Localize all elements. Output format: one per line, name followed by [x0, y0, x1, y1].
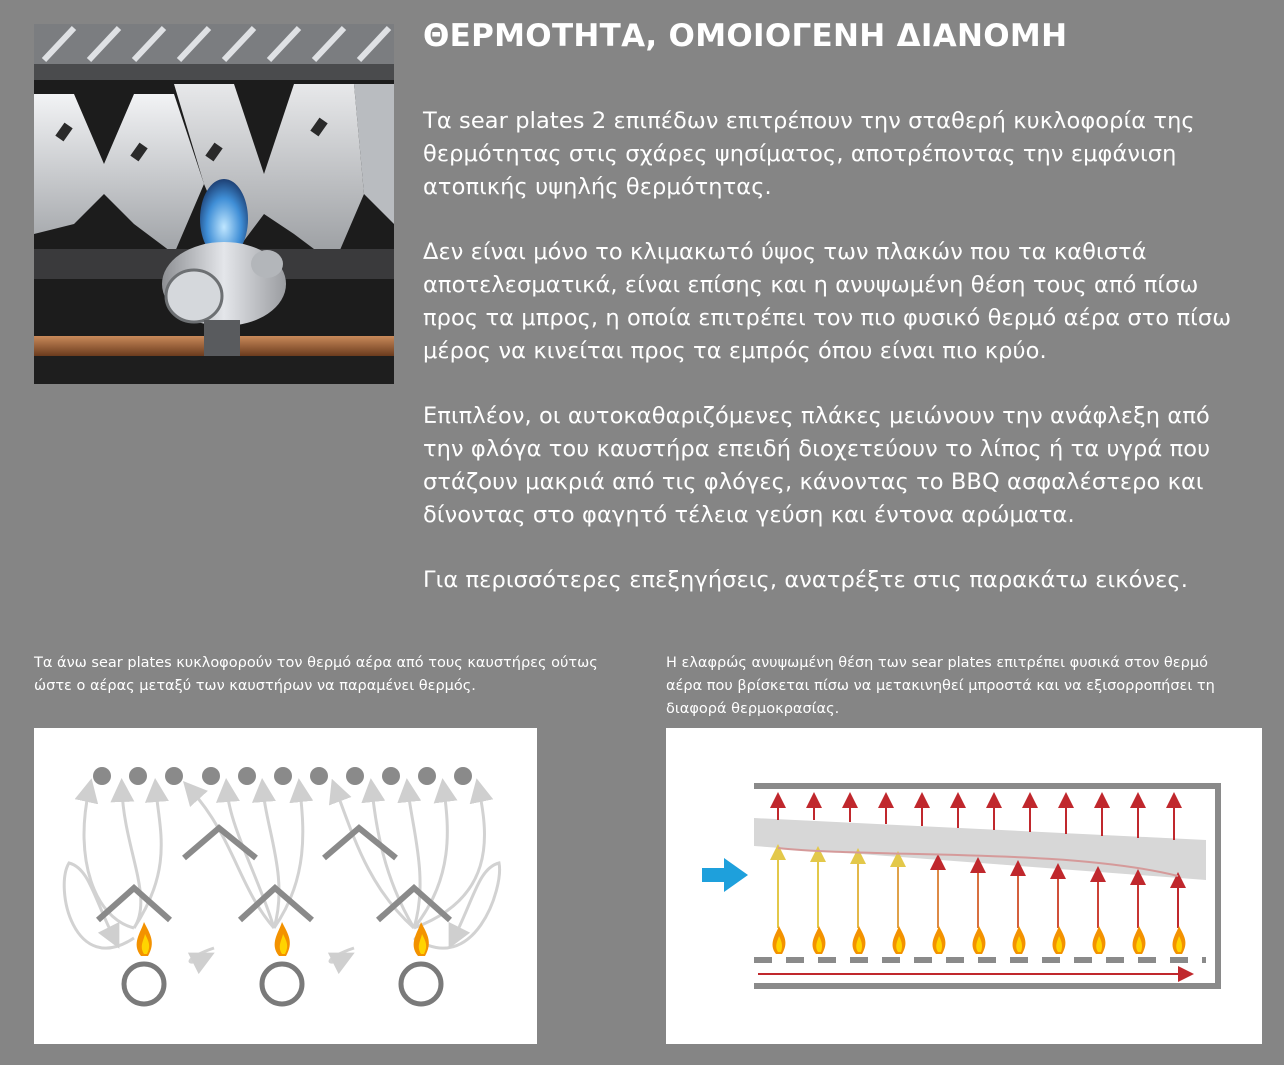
blue-arrow-icon [702, 858, 748, 892]
body-text [423, 105, 1253, 629]
flame-icon [973, 926, 986, 954]
flame-icon [1173, 926, 1186, 954]
flame-icon [275, 922, 290, 956]
grill-dots [93, 767, 472, 785]
burner-photo [34, 24, 394, 384]
flame-icon [137, 922, 152, 956]
paragraph: Για περισσότερες επεξηγήσεις, ανατρέξτε στις παρακάτω εικόνες. [423, 567, 1188, 593]
upper-sear-plates [184, 828, 396, 858]
flame-icon [813, 926, 826, 954]
flame-row [773, 926, 1186, 954]
heat-balance-diagram [666, 728, 1262, 1044]
grill-frame [754, 786, 1218, 986]
paragraph: Τα sear plates 2 επιπέδων επιτρέπουν την σταθερή κυκλοφορία της θερμότητας στις σχάρες ψησίματος, αποτρέποντας την εμφάνιση ατοπικής υψηλής θερμότητας. [423, 108, 1195, 200]
paragraph: Δεν είναι μόνο το κλιμακωτό ύψος των πλακών που τα καθιστά αποτελεσματικά, είναι επίσης και η ανυψωμένη θέση τους από πίσω προς τα μπρος, η οποία επιτρέπει τον πιο φυσικό θερμό αέρα στο πίσω μέρος να κινείται προς τα εμπρός όπου είναι πιο κρύο. [423, 239, 1232, 364]
heat-circulation-diagram [34, 728, 537, 1044]
left-diagram-caption: Τα άνω sear plates κυκλοφορούν τον θερμό αέρα από τους καυστήρες ούτως ώστε ο αέρας μεταξύ των καυστήρων να παραμένει θερμός. [34, 655, 598, 694]
flame-icon [1053, 926, 1066, 954]
page-title: ΘΕΡΜΟΤΗΤΑ, ΟΜΟΙΟΓΕΝΗ ΔΙΑΝΟΜΗ [423, 18, 1068, 54]
flame-icon [893, 926, 906, 954]
flame-icon [853, 926, 866, 954]
right-diagram-caption: Η ελαφρώς ανυψωμένη θέση των sear plates επιτρέπει φυσικά στον θερμό αέρα που βρίσκεται πίσω να μετακινηθεί μπροστά και να εξισορροπήσει τη διαφορά θερμοκρασίας. [666, 655, 1215, 717]
flame-icon [773, 926, 786, 954]
flame-icon [1093, 926, 1106, 954]
paragraph: Επιπλέον, οι αυτοκαθαριζόμενες πλάκες μειώνουν την ανάφλεξη από την φλόγα του καυστήρα επειδή διοχετεύουν το λίπος ή τα υγρά που στάζουν μακριά από τις φλόγες, κάνοντας το BBQ ασφαλέστερο και δίνοντας στο φαγητό τέλεια γεύση και έντονα αρώματα. [423, 403, 1211, 528]
flame-icon [1133, 926, 1146, 954]
flame-icon [933, 926, 946, 954]
flame-icon [1013, 926, 1026, 954]
burner-rings [124, 964, 441, 1004]
